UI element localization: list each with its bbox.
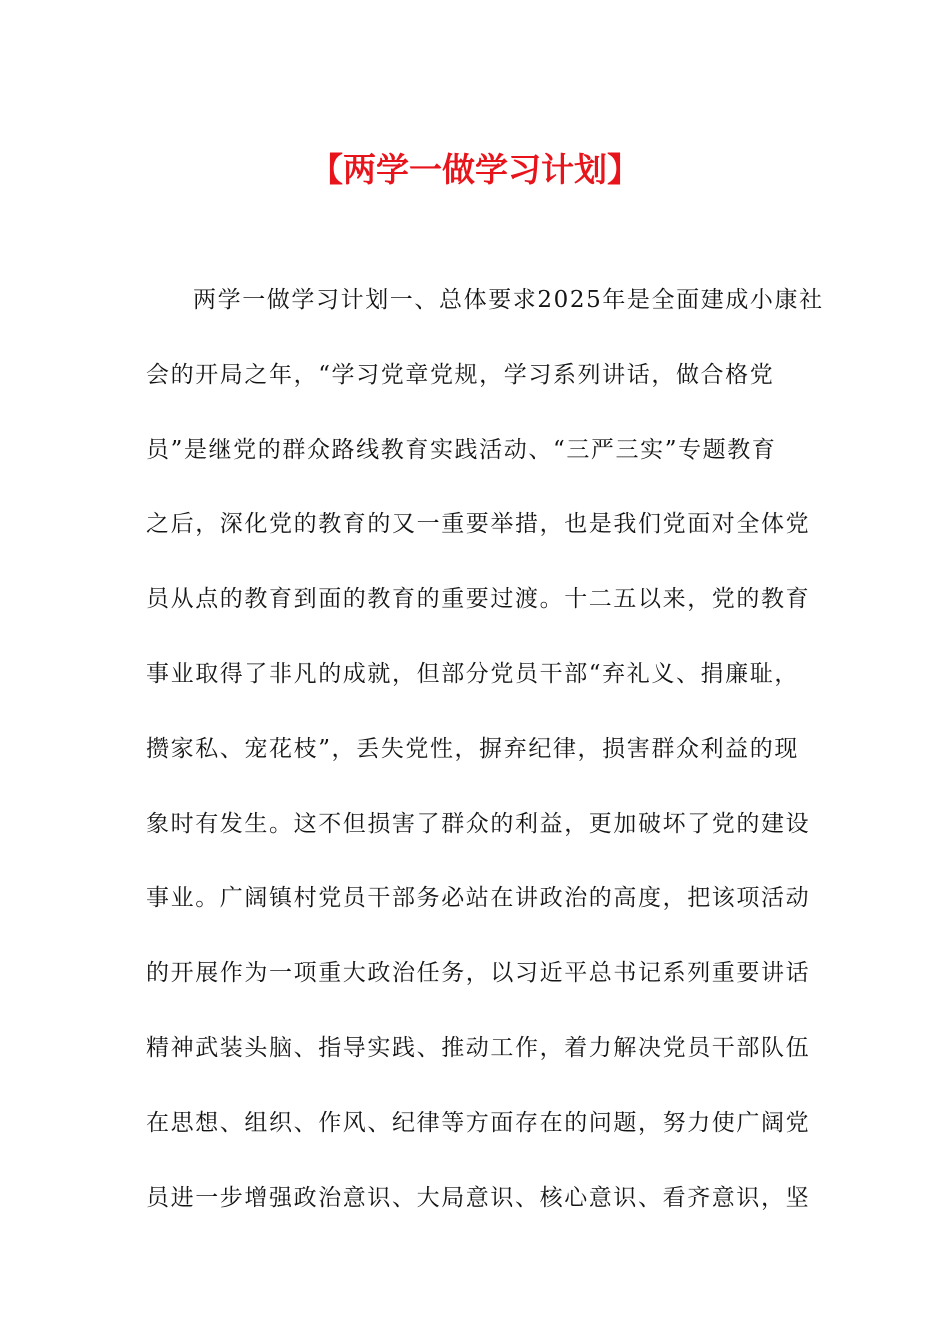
body-line: 会的开局之年，“学习党章党规，学习系列讲话，做合格党 (146, 361, 775, 388)
body-line: 之后，深化党的教育的又一重要举措，也是我们党面对全体党 (146, 511, 811, 538)
document-title: 【两学一做学习计划】 (310, 150, 640, 189)
body-line: 员”是继党的群众路线教育实践活动、“三严三实”专题教育 (146, 436, 777, 463)
body-line: 在思想、组织、作风、纪律等方面存在的问题，努力使广阔党 (146, 1109, 811, 1136)
body-line: 两学一做学习计划一、总体要求2025年是全面建成小康社 (193, 287, 824, 313)
body-line: 事业取得了非凡的成就，但部分党员干部“弃礼义、捐廉耻， (146, 660, 799, 687)
body-line: 象时有发生。这不但损害了群众的利益，更加破坏了党的建设 (146, 810, 811, 837)
body-line: 员从点的教育到面的教育的重要过渡。十二五以来，党的教育 (146, 586, 811, 613)
body-line: 员进一步增强政治意识、大局意识、核心意识、看齐意识，坚 (146, 1184, 811, 1211)
body-line: 事业。广阔镇村党员干部务必站在讲政治的高度，把该项活动 (146, 885, 811, 912)
body-line: 的开展作为一项重大政治任务，以习近平总书记系列重要讲话 (146, 960, 811, 987)
document-body (146, 278, 824, 1250)
body-line: 攒家私、宠花枝”，丢失党性，摒弃纪律，损害群众利益的现 (146, 735, 799, 762)
body-line: 精神武装头脑、指导实践、推动工作，着力解决党员干部队伍 (146, 1034, 811, 1061)
